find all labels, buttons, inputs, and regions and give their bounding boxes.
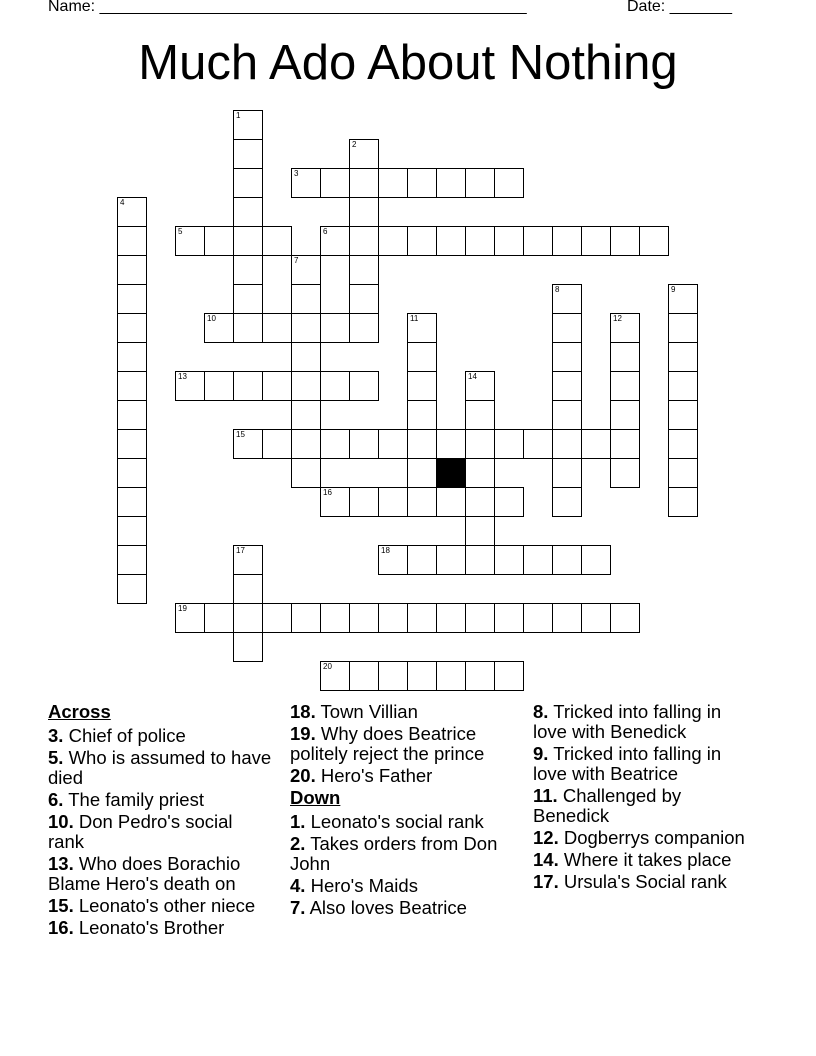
grid-cell[interactable] <box>233 574 263 604</box>
grid-cell[interactable] <box>378 545 408 575</box>
grid-cell[interactable] <box>407 342 437 372</box>
clue-down-8: 8. Tricked into falling in love with Benedick <box>533 701 722 742</box>
grid-cell[interactable] <box>552 284 582 314</box>
grid-cell[interactable] <box>465 516 495 546</box>
clue-number: 17 <box>236 546 245 555</box>
clue-number: 5 <box>178 227 183 236</box>
grid-cell[interactable] <box>349 429 379 459</box>
grid-cell[interactable] <box>407 168 437 198</box>
grid-cell[interactable] <box>610 342 640 372</box>
grid-cell[interactable] <box>320 226 350 256</box>
down-heading: Down <box>290 787 341 808</box>
grid-cell[interactable] <box>523 545 553 575</box>
grid-cell[interactable] <box>436 603 466 633</box>
grid-cell[interactable] <box>262 226 292 256</box>
clue-across-18: 18. Town Villian <box>290 701 418 722</box>
grid-cell[interactable] <box>291 429 321 459</box>
clue-number: 10 <box>207 314 216 323</box>
grid-cell[interactable] <box>291 400 321 430</box>
clue-across-10: 10. Don Pedro's social rank <box>48 811 233 852</box>
clue-number: 15 <box>236 430 245 439</box>
grid-cell[interactable] <box>233 110 263 140</box>
clue-across-5: 5. Who is assumed to have died <box>48 747 272 788</box>
grid-cell[interactable] <box>117 371 147 401</box>
grid-cell[interactable] <box>175 603 205 633</box>
grid-cell[interactable] <box>465 661 495 691</box>
grid-cell[interactable] <box>494 226 524 256</box>
clue-number: 14 <box>468 372 477 381</box>
grid-cell[interactable] <box>668 371 698 401</box>
grid-cell[interactable] <box>465 487 495 517</box>
grid-cell[interactable] <box>610 458 640 488</box>
grid-cell[interactable] <box>262 313 292 343</box>
grid-cell[interactable] <box>552 545 582 575</box>
grid-cell[interactable] <box>407 313 437 343</box>
grid-cell[interactable] <box>349 313 379 343</box>
grid-cell[interactable] <box>407 603 437 633</box>
grid-cell[interactable] <box>668 313 698 343</box>
clue-down-12: 12. Dogberrys companion <box>533 827 745 848</box>
across-heading: Across <box>48 701 111 722</box>
grid-cell[interactable] <box>117 400 147 430</box>
grid-cell[interactable] <box>552 226 582 256</box>
grid-cell[interactable] <box>291 168 321 198</box>
grid-cell[interactable] <box>320 313 350 343</box>
grid-cell[interactable] <box>465 603 495 633</box>
clue-across-13: 13. Who does Borachio Blame Hero's death on <box>48 853 241 894</box>
grid-cell[interactable] <box>233 313 263 343</box>
grid-cell[interactable] <box>436 429 466 459</box>
clue-across-16: 16. Leonato's Brother <box>48 917 225 938</box>
clue-down-1: 1. Leonato's social rank <box>290 811 484 832</box>
grid-cell[interactable] <box>465 226 495 256</box>
grid-cell[interactable] <box>262 371 292 401</box>
clue-number: 2 <box>352 140 357 149</box>
grid-cell[interactable] <box>581 429 611 459</box>
grid-cell[interactable] <box>494 168 524 198</box>
grid-cell[interactable] <box>291 458 321 488</box>
grid-cell[interactable] <box>465 371 495 401</box>
clue-number: 12 <box>613 314 622 323</box>
grid-cell[interactable] <box>291 371 321 401</box>
clue-column-3 <box>533 702 753 894</box>
grid-cell[interactable] <box>349 371 379 401</box>
clue-number: 6 <box>323 227 328 236</box>
grid-cell[interactable] <box>117 487 147 517</box>
grid-cell[interactable] <box>610 226 640 256</box>
grid-cell[interactable] <box>117 284 147 314</box>
grid-cell[interactable] <box>610 400 640 430</box>
grid-cell[interactable] <box>117 545 147 575</box>
clue-down-14: 14. Where it takes place <box>533 849 732 870</box>
grid-cell[interactable] <box>175 226 205 256</box>
grid-cell[interactable] <box>552 342 582 372</box>
grid-cell[interactable] <box>552 603 582 633</box>
grid-cell[interactable] <box>233 255 263 285</box>
grid-cell[interactable] <box>349 661 379 691</box>
grid-cell[interactable] <box>204 371 234 401</box>
grid-cell[interactable] <box>494 545 524 575</box>
clue-number: 9 <box>671 285 676 294</box>
clue-number: 7 <box>294 256 299 265</box>
grid-cell[interactable] <box>552 313 582 343</box>
grid-cell[interactable] <box>407 429 437 459</box>
clue-number: 3 <box>294 169 299 178</box>
grid-cell[interactable] <box>262 603 292 633</box>
clue-number: 8 <box>555 285 560 294</box>
grid-cell[interactable] <box>552 458 582 488</box>
grid-cell[interactable] <box>552 429 582 459</box>
grid-cell[interactable] <box>552 371 582 401</box>
grid-cell[interactable] <box>233 226 263 256</box>
grid-cell[interactable] <box>320 429 350 459</box>
grid-cell[interactable] <box>291 603 321 633</box>
grid-cell[interactable] <box>552 400 582 430</box>
grid-cell[interactable] <box>233 197 263 227</box>
grid-cell[interactable] <box>668 458 698 488</box>
grid-cell[interactable] <box>436 661 466 691</box>
grid-cell[interactable] <box>407 226 437 256</box>
grid-cell[interactable] <box>320 168 350 198</box>
grid-cell[interactable] <box>639 226 669 256</box>
grid-cell[interactable] <box>117 313 147 343</box>
grid-cell[interactable] <box>494 603 524 633</box>
date-field[interactable]: Date: _______ <box>627 0 732 15</box>
grid-cell[interactable] <box>378 168 408 198</box>
clue-number: 13 <box>178 372 187 381</box>
clue-across-15: 15. Leonato's other niece <box>48 895 256 916</box>
grid-cell[interactable] <box>349 226 379 256</box>
clue-number: 4 <box>120 198 125 207</box>
grid-cell[interactable] <box>407 371 437 401</box>
clue-number: 20 <box>323 662 332 671</box>
clue-number: 1 <box>236 111 241 120</box>
grid-cell[interactable] <box>349 603 379 633</box>
grid-cell[interactable] <box>349 284 379 314</box>
grid-cell[interactable] <box>291 255 321 285</box>
grid-cell[interactable] <box>465 458 495 488</box>
grid-cell[interactable] <box>378 226 408 256</box>
grid-cell[interactable] <box>233 603 263 633</box>
grid-cell[interactable] <box>291 313 321 343</box>
grid-cell[interactable] <box>378 487 408 517</box>
grid-cell[interactable] <box>262 429 292 459</box>
name-field[interactable]: Name: ________________________________________________ <box>48 0 527 15</box>
grid-cell[interactable] <box>465 545 495 575</box>
clue-number: 11 <box>410 314 419 323</box>
grid-cell[interactable] <box>523 429 553 459</box>
clue-column-2 <box>290 702 515 920</box>
grid-cell[interactable] <box>378 429 408 459</box>
grid-cell[interactable] <box>378 603 408 633</box>
grid-cell[interactable] <box>407 458 437 488</box>
grid-cell[interactable] <box>610 603 640 633</box>
grid-cell[interactable] <box>465 400 495 430</box>
clue-column-1 <box>48 702 273 940</box>
grid-cell[interactable] <box>668 400 698 430</box>
grid-cell[interactable] <box>349 139 379 169</box>
grid-cell[interactable] <box>117 342 147 372</box>
clue-down-2: 2. Takes orders from Don John <box>290 833 498 874</box>
grid-cell[interactable] <box>320 661 350 691</box>
grid-cell[interactable] <box>233 139 263 169</box>
grid-cell[interactable] <box>407 661 437 691</box>
grid-cell[interactable] <box>465 429 495 459</box>
grid-cell[interactable] <box>204 313 234 343</box>
grid-cell[interactable] <box>117 574 147 604</box>
clue-down-7: 7. Also loves Beatrice <box>290 897 467 918</box>
grid-cell[interactable] <box>523 226 553 256</box>
clue-down-17: 17. Ursula's Social rank <box>533 871 727 892</box>
grid-cell[interactable] <box>581 226 611 256</box>
grid-cell[interactable] <box>610 371 640 401</box>
grid-cell[interactable] <box>552 487 582 517</box>
grid-cell[interactable] <box>175 371 205 401</box>
grid-cell[interactable] <box>320 371 350 401</box>
grid-cell[interactable] <box>668 429 698 459</box>
clue-across-20: 20. Hero's Father <box>290 765 433 786</box>
grid-cell[interactable] <box>407 545 437 575</box>
grid-cell[interactable] <box>349 197 379 227</box>
grid-cell[interactable] <box>494 487 524 517</box>
black-cell <box>436 458 466 488</box>
grid-cell[interactable] <box>465 168 495 198</box>
grid-cell[interactable] <box>233 371 263 401</box>
grid-cell[interactable] <box>204 226 234 256</box>
grid-cell[interactable] <box>581 545 611 575</box>
grid-cell[interactable] <box>349 168 379 198</box>
clue-number: 18 <box>381 546 390 555</box>
grid-cell[interactable] <box>117 226 147 256</box>
grid-cell[interactable] <box>494 661 524 691</box>
grid-cell[interactable] <box>407 487 437 517</box>
clue-down-11: 11. Challenged by Benedick <box>533 785 682 826</box>
grid-cell[interactable] <box>436 545 466 575</box>
grid-cell[interactable] <box>291 342 321 372</box>
grid-cell[interactable] <box>233 429 263 459</box>
clue-down-9: 9. Tricked into falling in love with Beatrice <box>533 743 722 784</box>
grid-cell[interactable] <box>436 487 466 517</box>
grid-cell[interactable] <box>436 168 466 198</box>
grid-cell[interactable] <box>117 458 147 488</box>
clue-number: 19 <box>178 604 187 613</box>
grid-cell[interactable] <box>291 284 321 314</box>
grid-cell[interactable] <box>117 429 147 459</box>
grid-cell[interactable] <box>233 545 263 575</box>
grid-cell[interactable] <box>117 255 147 285</box>
grid-cell[interactable] <box>320 487 350 517</box>
grid-cell[interactable] <box>378 661 408 691</box>
grid-cell[interactable] <box>117 197 147 227</box>
grid-cell[interactable] <box>436 226 466 256</box>
clue-across-3: 3. Chief of police <box>48 725 186 746</box>
grid-cell[interactable] <box>233 168 263 198</box>
grid-cell[interactable] <box>349 255 379 285</box>
clue-number: 16 <box>323 488 332 497</box>
clue-down-4: 4. Hero's Maids <box>290 875 418 896</box>
clue-across-6: 6. The family priest <box>48 789 204 810</box>
grid-cell[interactable] <box>117 516 147 546</box>
grid-cell[interactable] <box>349 487 379 517</box>
grid-cell[interactable] <box>523 603 553 633</box>
grid-cell[interactable] <box>668 487 698 517</box>
grid-cell[interactable] <box>233 284 263 314</box>
grid-cell[interactable] <box>581 603 611 633</box>
grid-cell[interactable] <box>233 632 263 662</box>
grid-cell[interactable] <box>407 400 437 430</box>
grid-cell[interactable] <box>610 313 640 343</box>
grid-cell[interactable] <box>204 603 234 633</box>
grid-cell[interactable] <box>320 603 350 633</box>
puzzle-title: Much Ado About Nothing <box>138 36 678 90</box>
grid-cell[interactable] <box>494 429 524 459</box>
grid-cell[interactable] <box>610 429 640 459</box>
grid-cell[interactable] <box>668 284 698 314</box>
clue-across-19: 19. Why does Beatrice politely reject the prince <box>290 723 485 764</box>
grid-cell[interactable] <box>668 342 698 372</box>
